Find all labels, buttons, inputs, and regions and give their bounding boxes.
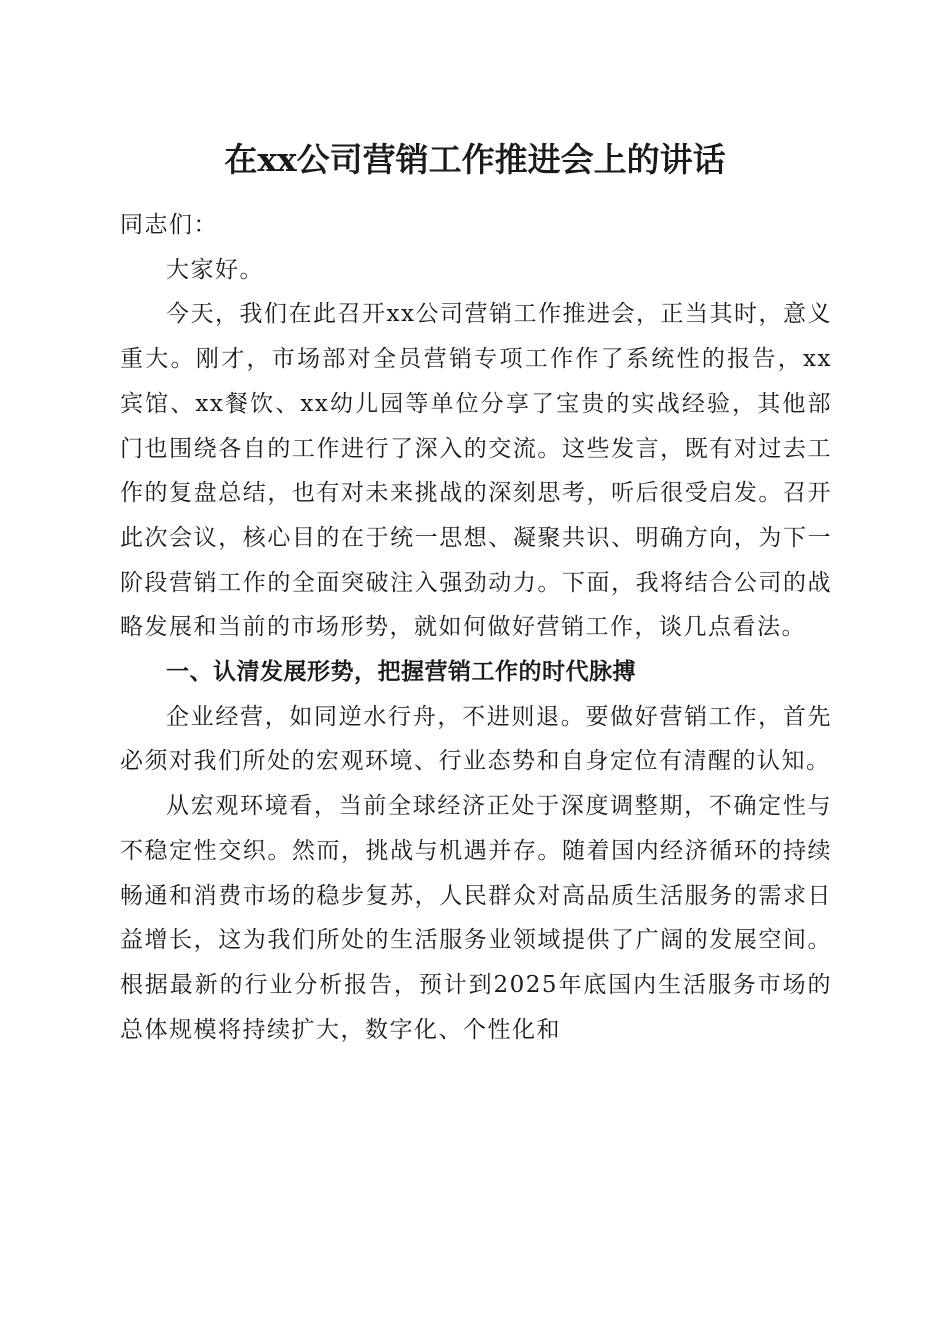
section-paragraph: 企业经营，如同逆水行舟，不进则退。要做好营销工作，首先必须对我们所处的宏观环境、行业态势和自身定位有清醒的认知。	[120, 703, 832, 775]
section-paragraph: 从宏观环境看，当前全球经济正处于深度调整期，不确定性与不稳定性交织。然而，挑战与机遇并存。随着国内经济循环的持续畅通和消费市场的稳步复苏，人民群众对高品质生活服务的需求日益增长，这为我们所处的生活服务业领域提供了广阔的发展空间。根据最新的行业分析报告，预计到2025年底国内生活服务市场的总体规模将持续扩大，数字化、个性化和	[120, 793, 832, 1043]
section-heading: 一、认清发展形势，把握营销工作的时代脉搏	[166, 659, 636, 686]
intro-paragraph: 今天，我们在此召开xx公司营销工作推进会，正当其时，意义重大。刚才，市场部对全员营销专项工作作了系统性的报告，xx宾馆、xx餐饮、xx幼儿园等单位分享了宝贵的实战经验，其他部门也围绕各自的工作进行了深入的交流。这些发言，既有对过去工作的复盘总结，也有对未来挑战的深刻思考，听后很受启发。召开此次会议，核心目的在于统一思想、凝聚共识、明确方向，为下一阶段营销工作的全面突破注入强劲动力。下面，我将结合公司的战略发展和当前的市场形势，就如何做好营销工作，谈几点看法。	[120, 301, 832, 641]
document-title: 在xx公司营销工作推进会上的讲话	[224, 140, 726, 179]
document-body	[120, 203, 832, 1052]
greeting: 大家好。	[166, 256, 264, 283]
salutation: 同志们：	[120, 212, 218, 238]
